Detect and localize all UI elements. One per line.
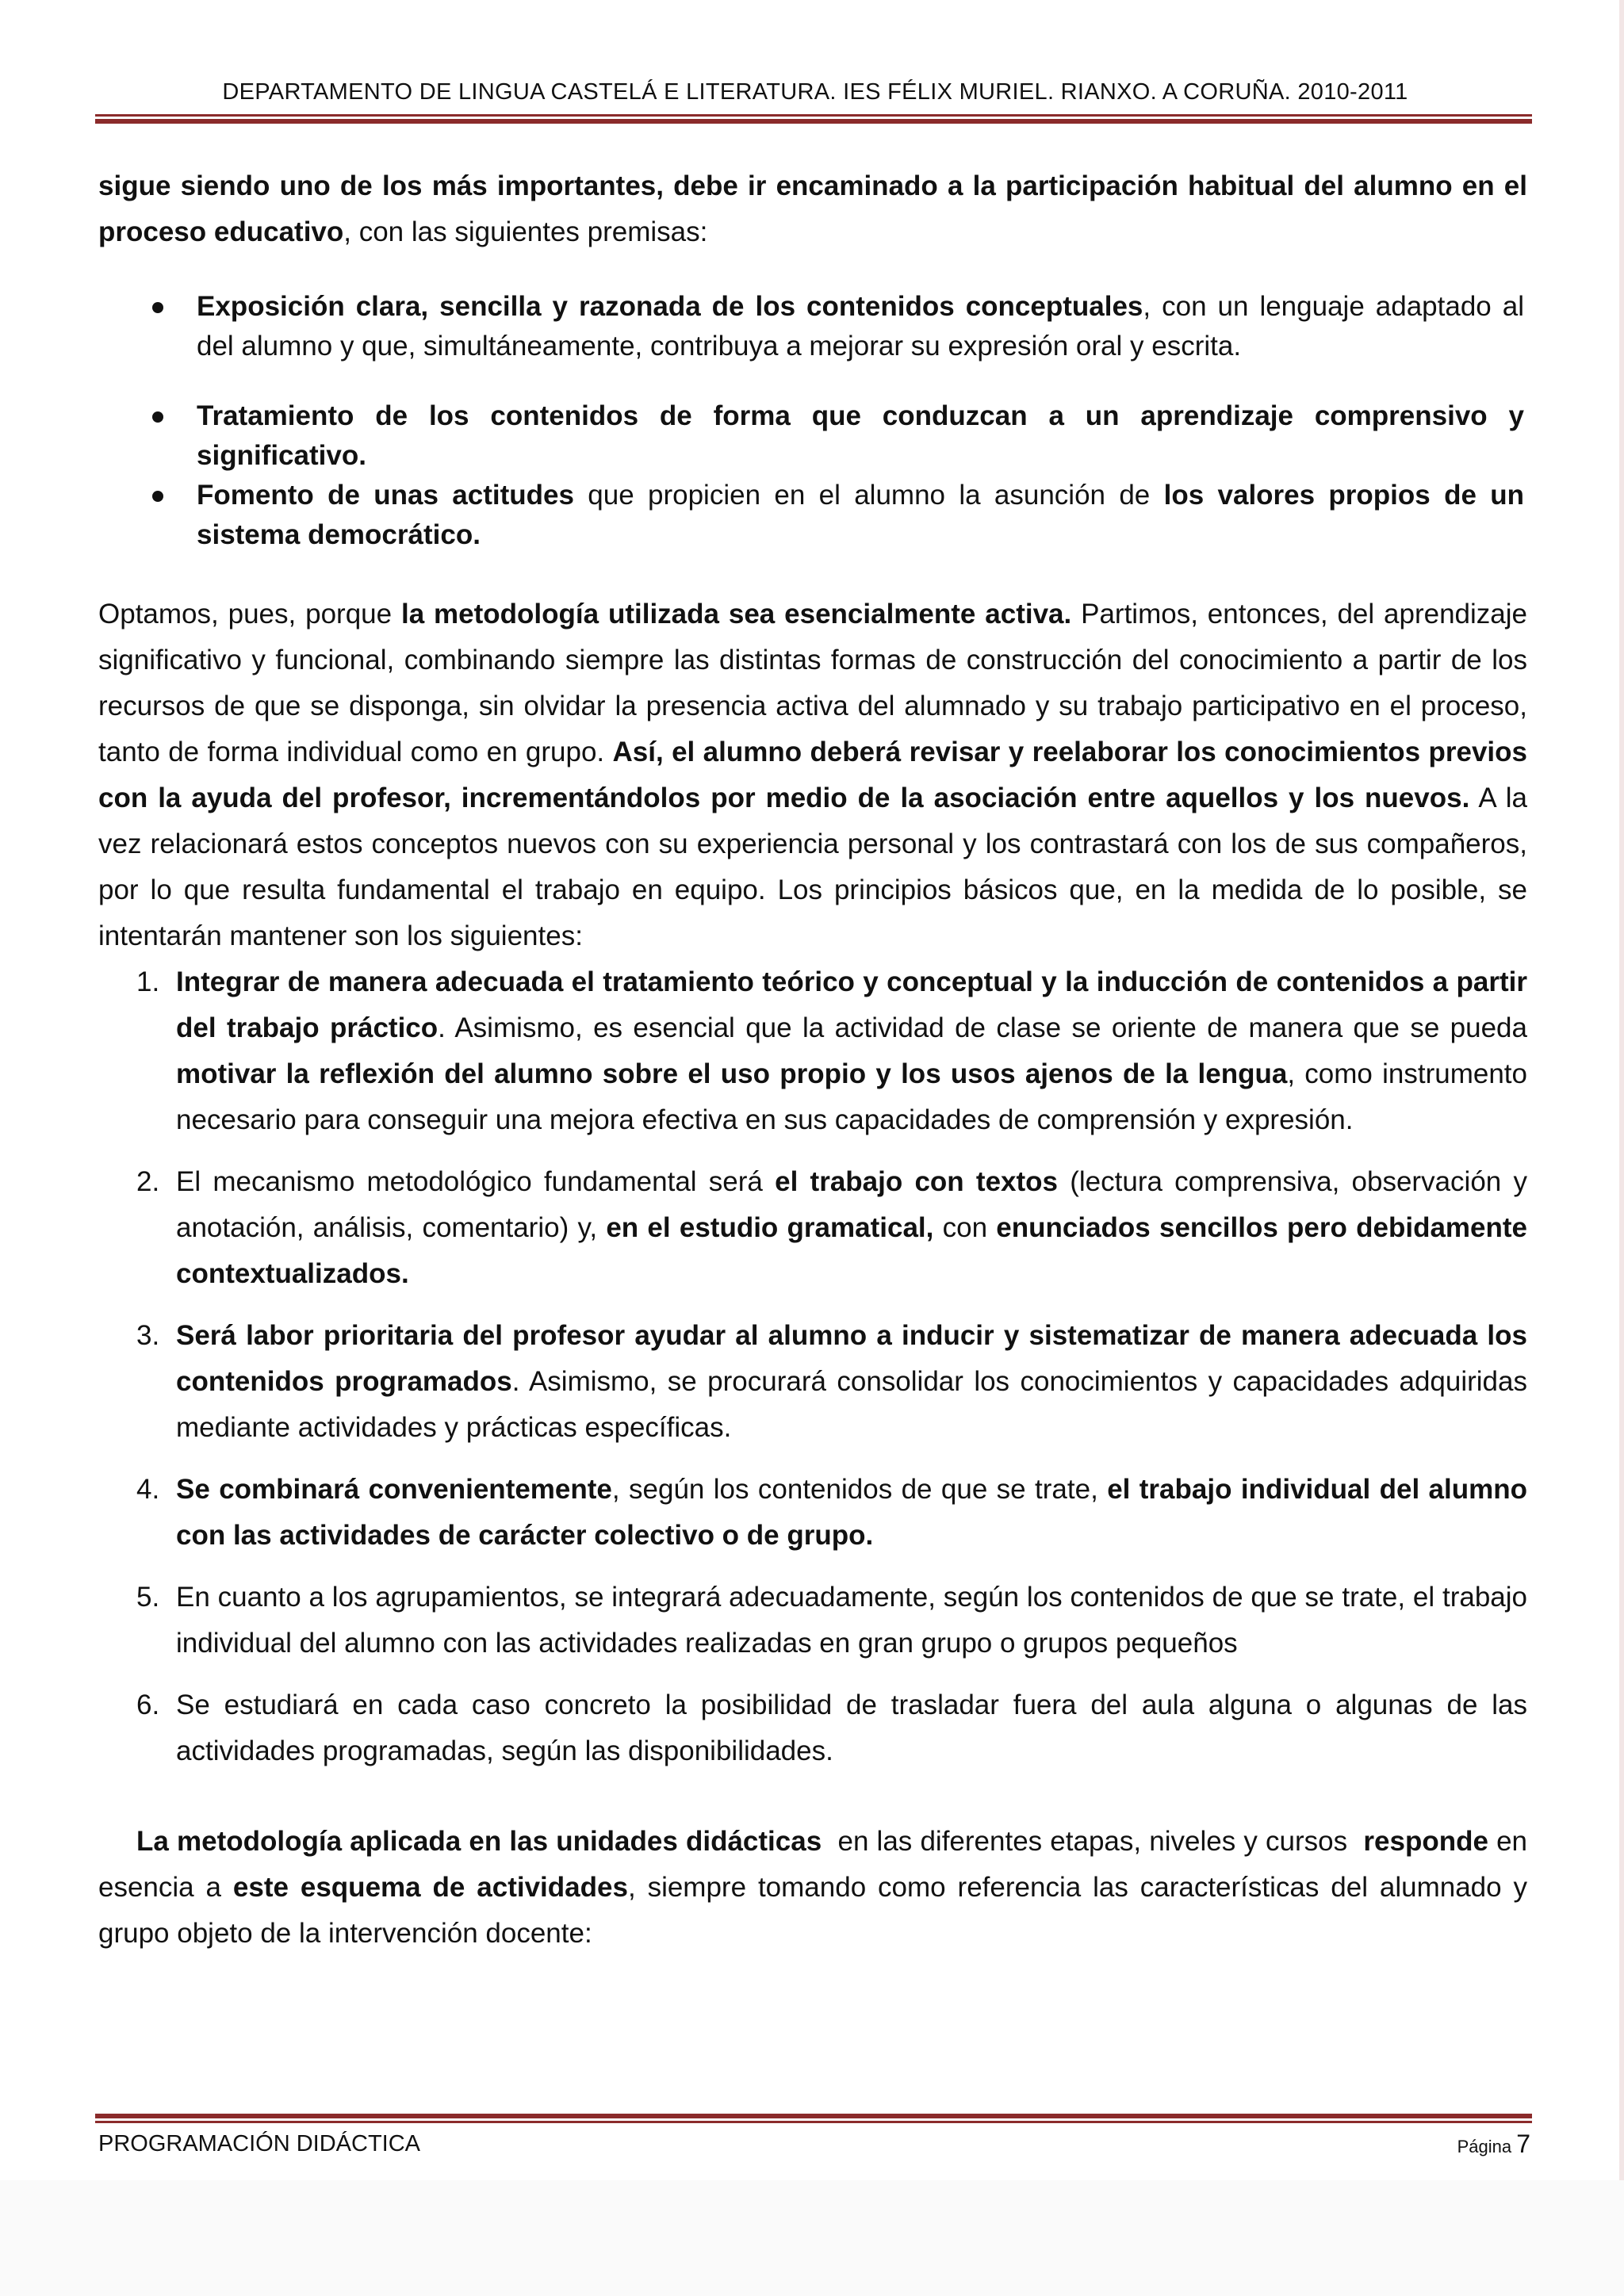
list-item: 6. Se estudiará en cada caso concreto la posibilidad de trasladar fuera del aula alguna o algunas de las actividades programadas, según las disponibilidades.	[136, 1689, 1527, 1766]
header-rule	[95, 114, 1532, 124]
premises-list	[98, 287, 1527, 555]
page-edge-shade	[1619, 0, 1624, 2296]
list-item: 2. El mecanismo metodológico fundamental será el trabajo con textos (lectura comprensiva, observación y anotación, análisis, comentario) y, en el estudio gramatical, con enunciados sencillos pero debidamente contextualizados.	[136, 1166, 1527, 1289]
page-number: Página 7	[1457, 2130, 1530, 2158]
footer-label: PROGRAMACIÓN DIDÁCTICA	[98, 2131, 421, 2156]
document-body	[98, 163, 1527, 1957]
page-bottom-area	[0, 2180, 1624, 2296]
footer-rule	[95, 2114, 1532, 2123]
principles-list	[98, 959, 1527, 1774]
bullet-icon	[152, 491, 163, 502]
bullet-icon	[152, 302, 163, 313]
list-item: Exposición clara, sencilla y razonada de los contenidos conceptuales, con un lenguaje adaptado al del alumno y que, simultáneamente, contribuya a mejorar su expresión oral y escrita.	[98, 287, 1527, 366]
list-item: 4. Se combinará convenientemente, según los contenidos de que se trate, el trabajo individual del alumno con las actividades de carácter colectivo o de grupo.	[136, 1474, 1528, 1551]
intro-paragraph: sigue siendo uno de los más importantes, debe ir encaminado a la participación habitual del alumno en el proceso educativo, con las siguientes premisas:	[98, 170, 1527, 247]
list-item: 3. Será labor prioritaria del profesor ayudar al alumno a inducir y sistematizar de manera adecuada los contenidos programados. Asimismo, se procurará consolidar los conocimientos y capacidades adquiridas mediante actividades y prácticas específicas.	[136, 1320, 1527, 1443]
bullet-icon	[152, 411, 163, 423]
list-item: 1. Integrar de manera adecuada el tratamiento teórico y conceptual y la inducción de contenidos a partir del trabajo práctico. Asimismo, es esencial que la actividad de clase se oriente de manera que se pueda motivar la reflexión del alumno sobre el uso propio y los usos ajenos de la lengua, como instrumento necesario para conseguir una mejora efectiva en sus capacidades de comprensión y expresión.	[136, 966, 1527, 1135]
page-header: DEPARTAMENTO DE LINGUA CASTELÁ E LITERATURA. IES FÉLIX MURIEL. RIANXO. A CORUÑA. 2010-2011	[222, 79, 1408, 105]
list-item: Fomento de unas actitudes que propicien en el alumno la asunción de los valores propios de un sistema democrático.	[98, 476, 1527, 555]
activities-paragraph: La metodología aplicada en las unidades didácticas en las diferentes etapas, niveles y cursos responde en esencia a este esquema de actividades, siempre tomando como referencia las características del alumnado y grupo objeto de la intervención docente:	[98, 1826, 1528, 1949]
list-item: Tratamiento de los contenidos de forma que conduzcan a un aprendizaje comprensivo y significativo.	[98, 396, 1527, 476]
methodology-paragraph: Optamos, pues, porque la metodología utilizada sea esencialmente activa. Partimos, entonces, del aprendizaje significativo y funcional, combinando siempre las distintas formas de construcción del conocimiento a partir de los recursos de que se disponga, sin olvidar la presencia activa del alumnado y su trabajo participativo en el proceso, tanto de forma individual como en grupo. Así, el alumno deberá revisar y reelaborar los conocimientos previos con la ayuda del profesor, incrementándolos por medio de la asociación entre aquellos y los nuevos. A la vez relacionará estos conceptos nuevos con su experiencia personal y los contrastará con los de sus compañeros, por lo que resulta fundamental el trabajo en equipo. Los principios básicos que, en la medida de lo posible, se intentarán mantener son los siguientes:	[98, 599, 1528, 951]
list-item: 5. En cuanto a los agrupamientos, se integrará adecuadamente, según los contenidos de que se trate, el trabajo individual del alumno con las actividades realizadas en gran grupo o grupos pequeños	[136, 1582, 1527, 1659]
